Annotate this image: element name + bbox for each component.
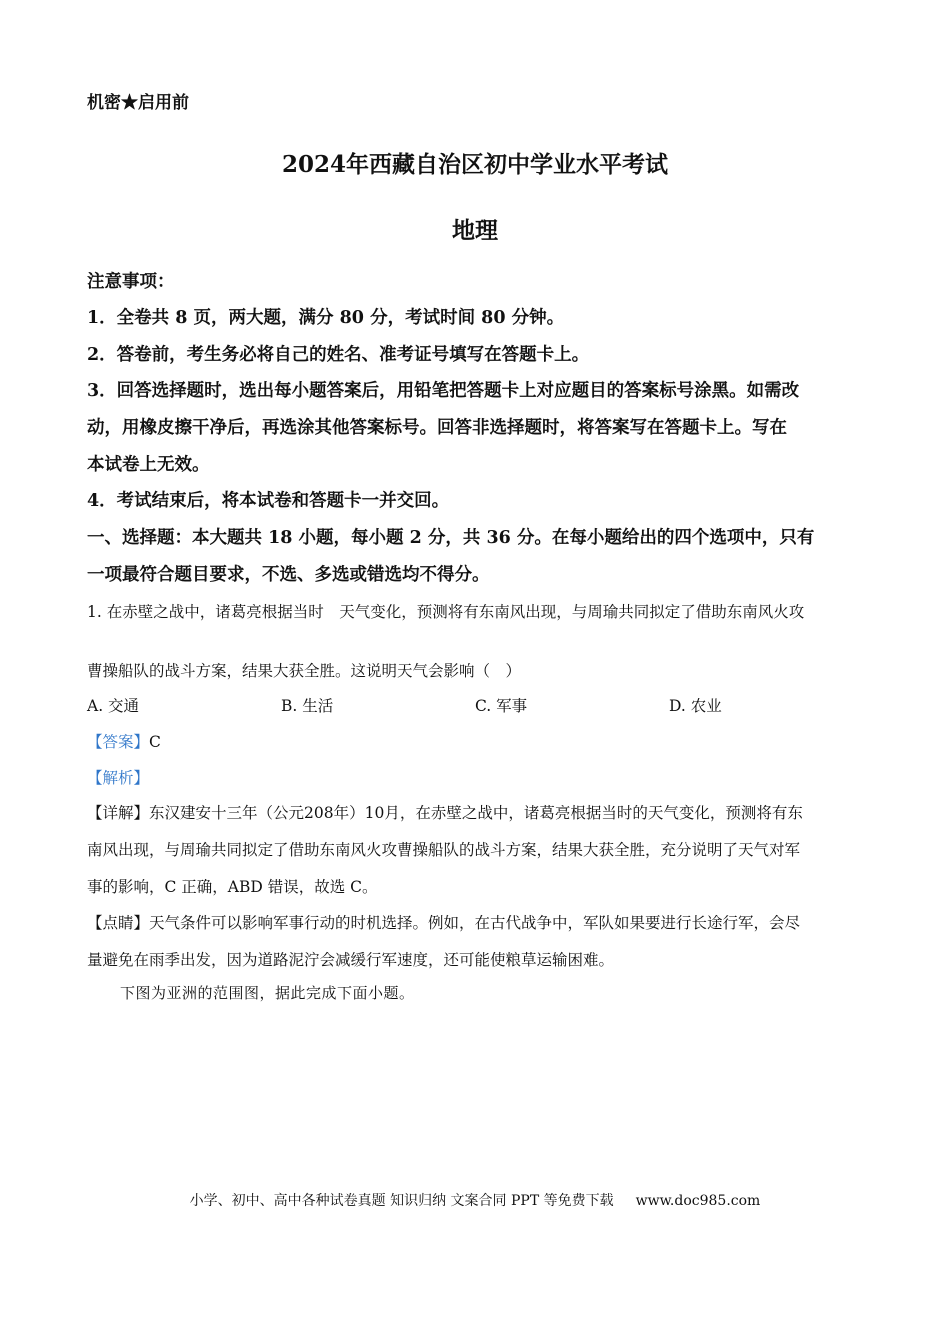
question-1-line-2: 曹操船队的战斗方案，结果大获全胜。这说明天气会影响（ ）	[87, 662, 522, 680]
detail-line-2: 南风出现，与周瑜共同拟定了借助东南风火攻曹操船队的战斗方案，结果大获全胜，充分说明了天气对军	[87, 841, 801, 859]
comment-text-1: 天气条件可以影响军事行动的时机选择。例如，在古代战争中，军队如果要进行长途行军，会尽	[149, 914, 801, 932]
map-reference-text: 下图为亚洲的范围图，据此完成下面小题。	[120, 984, 415, 1002]
section-heading-line-2: 一项最符合题目要求，不选、多选或错选均不得分。	[87, 565, 490, 585]
notes-heading: 注意事项：	[87, 272, 175, 292]
answer-value: C	[149, 733, 161, 751]
analysis-tag: 【解析】	[87, 769, 150, 787]
footer-text: 小学、初中、高中各种试卷真题 知识归纳 文案合同 PPT 等免费下载	[189, 1193, 614, 1209]
question-1-line-1: 1. 在赤壁之战中，诸葛亮根据当时 天气变化，预测将有东南风出现，与周瑜共同拟定了借助东南风火攻	[87, 603, 805, 621]
notes-line-2: 2．答卷前，考生务必将自己的姓名、准考证号填写在答题卡上。	[87, 345, 590, 365]
detail-text-1: 东汉建安十三年（公元208年）10月，在赤壁之战中，诸葛亮根据当时的天气变化，预测将有东	[149, 804, 803, 822]
option-a: A. 交通	[87, 697, 140, 715]
footer-url[interactable]: www.doc985.com	[635, 1193, 761, 1209]
section-heading-line-1: 一、选择题：本大题共 18 小题，每小题 2 分，共 36 分。在每小题给出的四个选项中，只有	[87, 528, 815, 548]
notes-line-4: 动，用橡皮擦干净后，再选涂其他答案标号。回答非选择题时，将答案写在答题卡上。写在	[87, 418, 787, 438]
option-c: C. 军事	[475, 697, 528, 715]
detail-line-1	[87, 801, 803, 823]
subject-title: 地理	[452, 217, 498, 244]
exam-title: 2024年西藏自治区初中学业水平考试	[281, 151, 668, 178]
detail-line-3: 事的影响，C 正确，ABD 错误，故选 C。	[87, 878, 378, 896]
notes-line-1: 1．全卷共 8 页，两大题，满分 80 分，考试时间 80 分钟。	[87, 308, 565, 328]
detail-tag: 【详解】	[87, 804, 150, 822]
option-d: D. 农业	[669, 697, 722, 715]
answer-line	[87, 730, 161, 752]
comment-tag: 【点睛】	[87, 914, 150, 932]
answer-tag: 【答案】	[87, 733, 150, 751]
comment-line-2: 量避免在雨季出发，因为道路泥泞会减缓行军速度，还可能使粮草运输困难。	[87, 951, 615, 969]
confidential-label: 机密★启用前	[87, 93, 189, 113]
option-b: B. 生活	[281, 697, 334, 715]
notes-line-6: 4．考试结束后，将本试卷和答题卡一并交回。	[87, 491, 450, 511]
footer	[0, 1190, 950, 1210]
comment-line-1	[87, 911, 800, 933]
notes-line-3: 3．回答选择题时，选出每小题答案后，用铅笔把答题卡上对应题目的答案标号涂黑。如需改	[87, 381, 800, 401]
notes-line-5: 本试卷上无效。	[87, 455, 210, 475]
